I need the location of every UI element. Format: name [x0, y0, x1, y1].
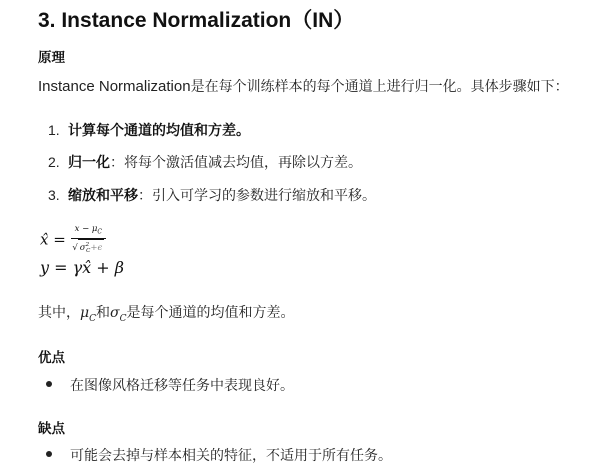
step-item-3	[48, 185, 376, 205]
den-epsilon: +ϵ	[90, 242, 103, 253]
pros-item	[46, 375, 294, 395]
formula-scale-shift: y = γx̂ + β	[40, 258, 125, 277]
note-suffix: 是每个通道的均值和方差。	[126, 305, 295, 321]
principle-intro	[38, 76, 569, 96]
formula-numerator	[71, 224, 106, 239]
den-sigma: σ	[79, 242, 86, 253]
step-number: 3.	[48, 187, 60, 203]
formula-lhs: x̂ =	[40, 230, 66, 249]
note-prefix: 其中，	[38, 305, 80, 321]
cons-item-text: 可能会去掉与样本相关的特征，不适用于所有任务。	[70, 448, 392, 464]
intro-text: 是在每个训练样本的每个通道上进行归一化。具体步骤如下：	[190, 79, 569, 95]
numerator-text: x − μ	[74, 224, 98, 234]
step-item-1	[48, 120, 250, 140]
cons-title: 缺点	[38, 421, 65, 437]
den-sub: C	[86, 248, 91, 255]
cons-item	[46, 445, 392, 465]
step-number: 1.	[48, 122, 60, 138]
formula-denominator: √ $\sigma^2_C+\epsilon$	[71, 239, 106, 258]
pros-item-text: 在图像风格迁移等任务中表现良好。	[70, 378, 294, 394]
den-sup: 2	[85, 241, 90, 248]
note-middle: 和	[96, 305, 110, 321]
step-text: ：引入可学习的参数进行缩放和平移。	[138, 188, 376, 204]
step-text: ：将每个激活值减去均值，再除以方差。	[110, 155, 362, 171]
step-bold: 缩放和平移	[68, 188, 138, 204]
sigma-symbol: σ	[110, 305, 120, 321]
note-mu	[80, 305, 96, 324]
section-heading: 3. Instance Normalization（IN）	[38, 9, 355, 32]
formula-fraction	[71, 224, 106, 257]
mu-sub: C	[89, 313, 96, 324]
bullet-icon	[46, 381, 52, 387]
step-bold: 归一化	[68, 155, 110, 171]
bullet-icon	[46, 451, 52, 457]
sqrt-body	[78, 239, 104, 258]
principle-title: 原理	[38, 50, 65, 66]
step-item-2	[48, 152, 362, 172]
formula-normalize	[40, 224, 106, 257]
note-sigma	[110, 305, 127, 324]
note-text	[38, 302, 294, 324]
step-bold: 计算每个通道的均值和方差。	[68, 123, 250, 139]
intro-term: Instance Normalization	[38, 78, 191, 95]
pros-title: 优点	[38, 350, 65, 366]
numerator-sub: C	[97, 228, 103, 236]
mu-symbol: μ	[80, 305, 90, 321]
step-number: 2.	[48, 154, 60, 170]
sigma-sub: C	[119, 313, 127, 324]
